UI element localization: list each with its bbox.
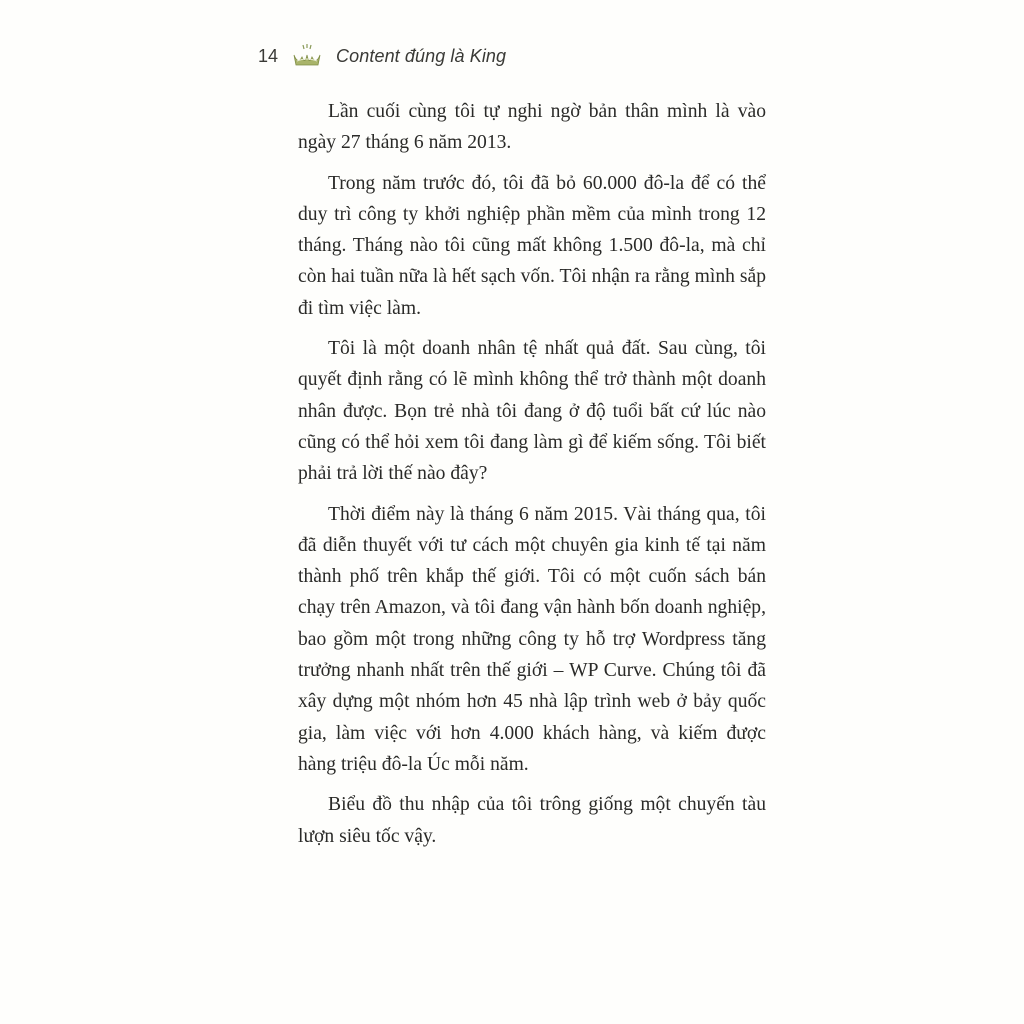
- paragraph: Lần cuối cùng tôi tự nghi ngờ bản thân mình là vào ngày 27 tháng 6 năm 2013.: [298, 101, 766, 154]
- book-title: Content đúng là King: [336, 45, 507, 66]
- paragraph: Trong năm trước đó, tôi đã bỏ 60.000 đô-la để có thể duy trì công ty khởi nghiệp phần mềm của mình trong 12 tháng. Tháng nào tôi cũng mất không 1.500 đô-la, mà chỉ còn hai tuần nữa là hết sạch vốn. Tôi nhận ra rằng mình sắp đi tìm việc làm.: [298, 172, 766, 319]
- running-head: [258, 38, 506, 74]
- paragraph: Thời điểm này là tháng 6 năm 2015. Vài tháng qua, tôi đã diễn thuyết với tư cách một chuyên gia kinh tế tại năm thành phố trên khắp thế giới. Tôi có một cuốn sách bán chạy trên Amazon, và tôi đang vận hành bốn doanh nghiệp, bao gồm một trong những công ty hỗ trợ Wordpress tăng trưởng nhanh nhất trên thế giới – WP Curve. Chúng tôi đã xây dựng một nhóm hơn 45 nhà lập trình web ở bảy quốc gia, làm việc với hơn 4.000 khách hàng, và kiếm được hàng triệu đô-la Úc mỗi năm.: [298, 503, 766, 775]
- crown-icon: [292, 43, 322, 69]
- paragraph: Biểu đồ thu nhập của tôi trông giống một chuyến tàu lượn siêu tốc vậy.: [298, 794, 766, 847]
- page-number: 14: [258, 45, 279, 66]
- paragraph: Tôi là một doanh nhân tệ nhất quả đất. Sau cùng, tôi quyết định rằng có lẽ mình không thể trở thành một doanh nhân được. Bọn trẻ nhà tôi đang ở độ tuổi bất cứ lúc nào cũng có thể hỏi xem tôi đang làm gì để kiếm sống. Tôi biết phải trả lời thế nào đây?: [298, 338, 766, 485]
- body-text: [298, 96, 766, 861]
